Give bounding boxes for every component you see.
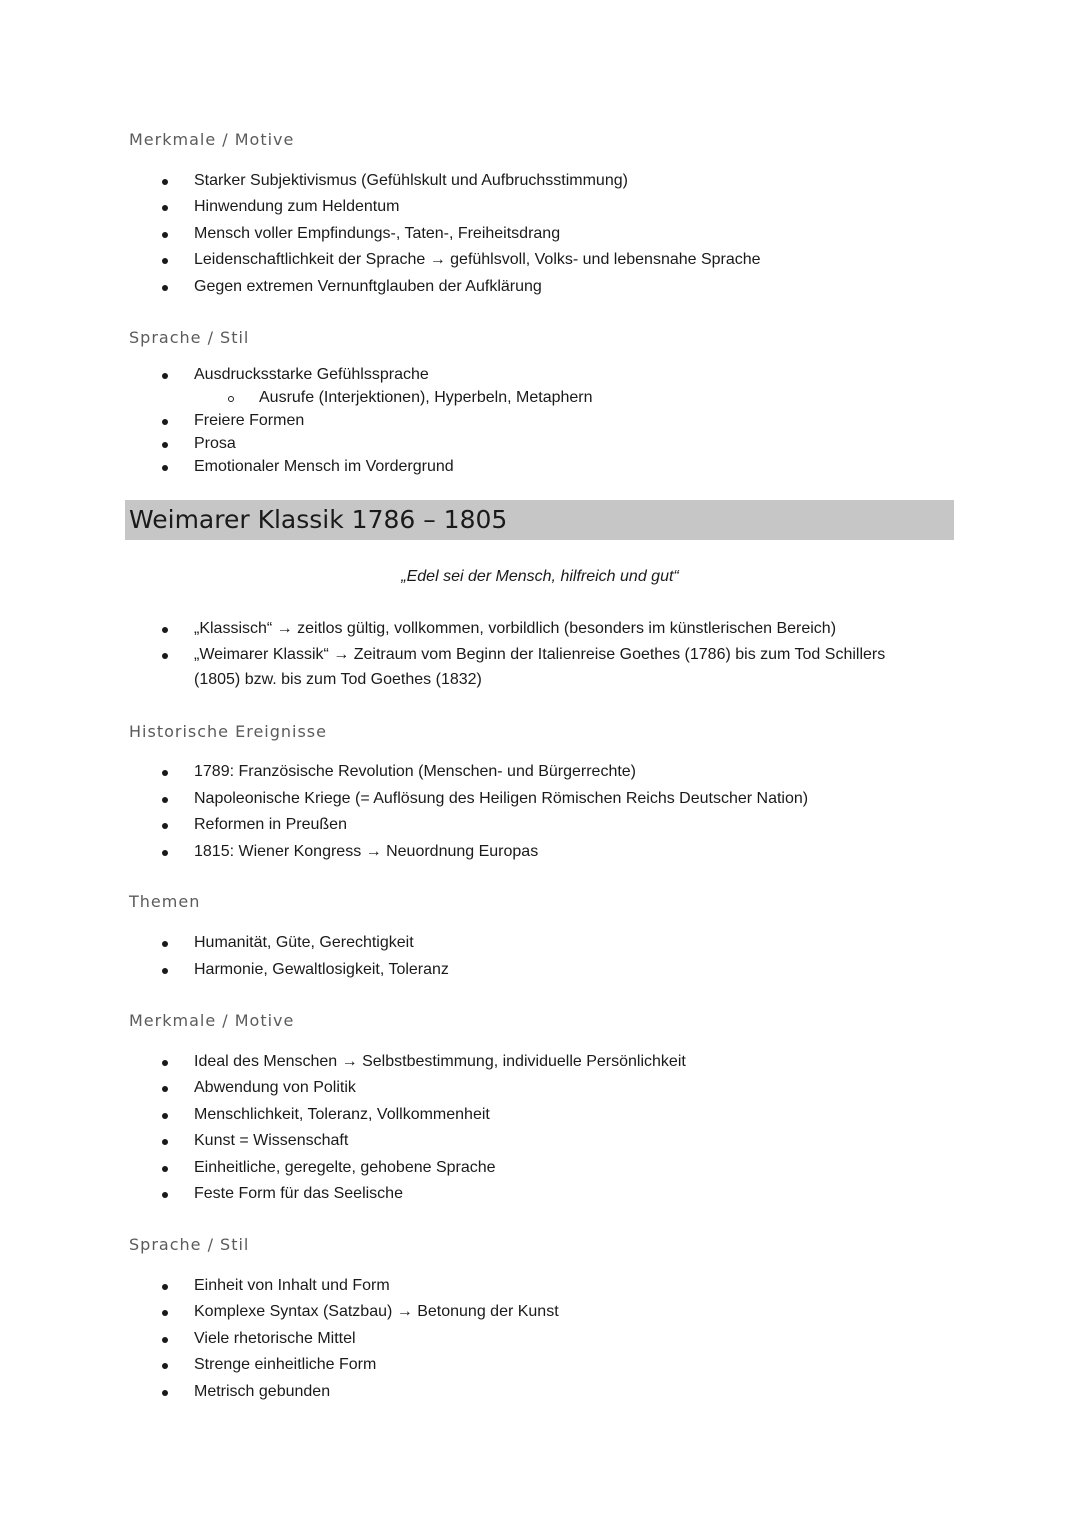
section-heading-merkmale-motive: Merkmale / Motive bbox=[129, 130, 295, 149]
bullet bbox=[162, 285, 168, 291]
bullet bbox=[162, 1113, 168, 1119]
list-item: Ausdrucksstarke Gefühlssprache bbox=[194, 366, 429, 383]
bullet bbox=[162, 823, 168, 829]
list-item: Strenge einheitliche Form bbox=[194, 1356, 377, 1373]
list-item: Einheitliche, geregelte, gehobene Sprache bbox=[194, 1159, 496, 1176]
bullet bbox=[162, 627, 168, 633]
list-item: Komplexe Syntax (Satzbau) → Betonung der Kunst bbox=[194, 1303, 559, 1320]
list-item: Starker Subjektivismus (Gefühlskult und Aufbruchsstimmung) bbox=[194, 172, 628, 189]
list-item: Emotionaler Mensch im Vordergrund bbox=[194, 458, 454, 475]
list-item: Hinwendung zum Heldentum bbox=[194, 198, 400, 215]
bullet bbox=[162, 419, 168, 425]
section-heading-themen: Themen bbox=[129, 892, 201, 911]
section-heading-sprache-stil: Sprache / Stil bbox=[129, 328, 250, 347]
bullet bbox=[162, 232, 168, 238]
section-title-bar bbox=[125, 500, 954, 540]
section-heading-historische-ereignisse: Historische Ereignisse bbox=[129, 722, 327, 741]
bullet bbox=[162, 465, 168, 471]
list-item: Humanität, Güte, Gerechtigkeit bbox=[194, 934, 414, 951]
bullet bbox=[162, 1310, 168, 1316]
list-item: 1815: Wiener Kongress → Neuordnung Europas bbox=[194, 843, 539, 860]
list-item: Kunst = Wissenschaft bbox=[194, 1132, 349, 1149]
bullet bbox=[162, 1192, 168, 1198]
bullet bbox=[162, 941, 168, 947]
list-item: Ideal des Menschen → Selbstbestimmung, individuelle Persönlichkeit bbox=[194, 1053, 686, 1070]
list-item-continuation: (1805) bzw. bis zum Tod Goethes (1832) bbox=[194, 671, 482, 688]
list-item: Abwendung von Politik bbox=[194, 1079, 356, 1096]
list-item: Freiere Formen bbox=[194, 412, 305, 429]
list-item: „Weimarer Klassik“ → Zeitraum vom Beginn der Italienreise Goethes (1786) bis zum Tod Schillers bbox=[194, 646, 886, 663]
bullet bbox=[162, 1363, 168, 1369]
bullet bbox=[162, 1139, 168, 1145]
list-item: Napoleonische Kriege (= Auflösung des Heiligen Römischen Reichs Deutscher Nation) bbox=[194, 790, 809, 807]
epoch-quote: „Edel sei der Mensch, hilfreich und gut“ bbox=[401, 568, 679, 585]
bullet bbox=[162, 442, 168, 448]
list-item: Reformen in Preußen bbox=[194, 816, 347, 833]
bullet bbox=[162, 653, 168, 659]
bullet bbox=[162, 770, 168, 776]
sub-bullet bbox=[228, 396, 234, 402]
bullet bbox=[162, 968, 168, 974]
list-item: Viele rhetorische Mittel bbox=[194, 1330, 356, 1347]
list-item: Metrisch gebunden bbox=[194, 1383, 331, 1400]
section-heading-sprache-stil: Sprache / Stil bbox=[129, 1235, 250, 1254]
bullet bbox=[162, 1060, 168, 1066]
bullet bbox=[162, 797, 168, 803]
bullet bbox=[162, 1284, 168, 1290]
list-item: Gegen extremen Vernunftglauben der Aufklärung bbox=[194, 278, 542, 295]
bullet bbox=[162, 850, 168, 856]
bullet bbox=[162, 1166, 168, 1172]
list-item: 1789: Französische Revolution (Menschen- und Bürgerrechte) bbox=[194, 763, 637, 780]
bullet bbox=[162, 205, 168, 211]
section-title: Weimarer Klassik 1786 – 1805 bbox=[129, 505, 508, 534]
list-item: Mensch voller Empfindungs-, Taten-, Freiheitsdrang bbox=[194, 225, 561, 242]
list-item: Prosa bbox=[194, 435, 236, 452]
list-item: Feste Form für das Seelische bbox=[194, 1185, 403, 1202]
bullet bbox=[162, 258, 168, 264]
list-item: Menschlichkeit, Toleranz, Vollkommenheit bbox=[194, 1106, 490, 1123]
list-item: „Klassisch“ → zeitlos gültig, vollkommen, vorbildlich (besonders im künstlerischen Bereich) bbox=[194, 620, 837, 637]
section-heading-merkmale-motive: Merkmale / Motive bbox=[129, 1011, 295, 1030]
list-item: Harmonie, Gewaltlosigkeit, Toleranz bbox=[194, 961, 449, 978]
list-item: Einheit von Inhalt und Form bbox=[194, 1277, 390, 1294]
bullet bbox=[162, 179, 168, 185]
sub-list-item: Ausrufe (Interjektionen), Hyperbeln, Metaphern bbox=[259, 389, 593, 406]
bullet bbox=[162, 373, 168, 379]
list-item: Leidenschaftlichkeit der Sprache → gefühlsvoll, Volks- und lebensnahe Sprache bbox=[194, 251, 761, 268]
bullet bbox=[162, 1337, 168, 1343]
bullet bbox=[162, 1086, 168, 1092]
bullet bbox=[162, 1390, 168, 1396]
